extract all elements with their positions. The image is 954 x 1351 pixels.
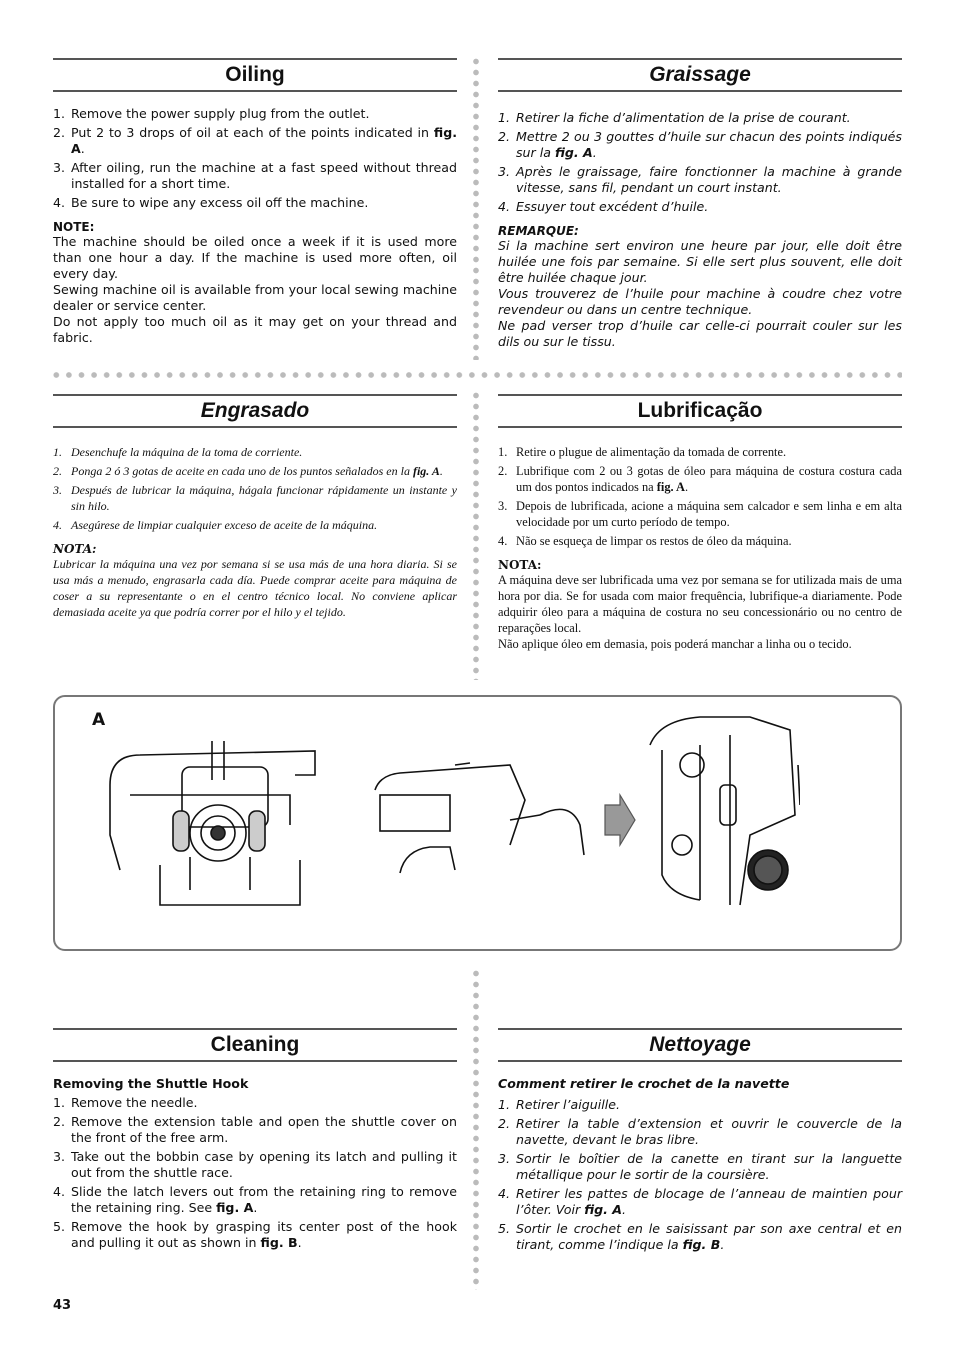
step-body: Retire o plugue de alimentação da tomada de corrente. [516, 445, 787, 459]
oiling-note-heading: NOTE: [53, 220, 95, 234]
step-item [53, 463, 457, 479]
step-body: Be sure to wipe any excess oil off the machine. [71, 195, 369, 210]
step-number: 4. [498, 534, 508, 548]
step-number: 1. [498, 110, 511, 125]
step-body: Después de lubricar la máquina, hágala funcionar rápidamente un instante y sin hilo. [71, 483, 457, 513]
step-text [516, 533, 902, 549]
step-number: 1. [53, 106, 66, 121]
step-item [53, 1184, 457, 1216]
step-item [498, 444, 902, 460]
step-body: Remove the hook by grasping its center post of the hook and pulling it out as shown in [71, 1219, 457, 1250]
nettoyage-section [498, 1028, 902, 1256]
figure-reference: fig. A [584, 1202, 623, 1217]
step-number: 1. [53, 445, 62, 459]
step-number: 4. [498, 199, 511, 214]
step-number: 5. [53, 1219, 66, 1234]
step-text [71, 1149, 457, 1181]
step-body: Retirer la fiche d’alimentation de la prise de courant. [516, 110, 851, 125]
oiling-section [53, 58, 457, 346]
oiling-title: Oiling [225, 63, 285, 86]
step-number: 4. [53, 518, 62, 532]
step-text [71, 1219, 457, 1251]
step-punctuation: . [253, 1200, 258, 1215]
step-body: After oiling, run the machine at a fast speed without thread installed for a short time. [71, 160, 457, 191]
step-number: 3. [498, 164, 511, 179]
figure-a-illustration [100, 705, 800, 915]
lubrificacao-steps [498, 444, 902, 549]
step-text [516, 1221, 902, 1253]
graissage-header [498, 58, 902, 92]
oiling-note-line: The machine should be oiled once a week if it is used more than one hour a day. If the machine is used more often, oil every day. [53, 234, 457, 281]
figure-label: A [92, 710, 106, 730]
step-body: Essuyer tout excédent d’huile. [516, 199, 709, 214]
figure-reference: fig. A [412, 464, 440, 478]
nettoyage-steps [498, 1097, 902, 1253]
step-text [516, 164, 902, 196]
step-punctuation: . [439, 464, 443, 478]
engrasado-steps [53, 444, 457, 533]
step-number: 5. [498, 1221, 511, 1236]
cleaning-title: Cleaning [210, 1033, 300, 1056]
lubrificacao-section [498, 394, 902, 652]
divider-vertical-middle [473, 390, 479, 680]
step-number: 2. [498, 1116, 511, 1131]
step-text [516, 1186, 902, 1218]
step-number: 1. [498, 1097, 511, 1112]
step-body: Mettre 2 ou 3 gouttes d’huile sur chacun des points indiqués sur la [516, 129, 902, 160]
cleaning-header [53, 1028, 457, 1062]
step-number: 2. [53, 125, 66, 140]
arrow-right-icon [605, 795, 635, 845]
step-body: Remove the needle. [71, 1095, 198, 1110]
oiling-arm-drawing [375, 763, 584, 873]
step-number: 2. [53, 464, 62, 478]
shuttle-area-drawing [110, 741, 315, 905]
step-text [71, 517, 457, 533]
step-body: Après le graissage, faire fonctionner la machine à grande vitesse, sans fil, pendant un court instant. [516, 164, 902, 195]
step-body: Remove the extension table and open the shuttle cover on the front of the free arm. [71, 1114, 457, 1145]
step-text [71, 1095, 457, 1111]
figure-reference: fig. A [554, 145, 593, 160]
graissage-section [498, 58, 902, 350]
step-text [516, 199, 902, 215]
graissage-title: Graissage [649, 63, 751, 86]
cleaning-steps [53, 1095, 457, 1251]
step-item [53, 1149, 457, 1181]
step-body: Remove the power supply plug from the outlet. [71, 106, 370, 121]
step-body: Depois de lubrificada, acione a máquina sem calcador e sem linha e em alta velocidade por um curto período de tempo. [516, 499, 902, 529]
step-item [498, 1116, 902, 1148]
step-item [498, 199, 902, 215]
step-item [498, 463, 902, 495]
step-item [498, 1186, 902, 1218]
step-body: Slide the latch levers out from the retaining ring to remove the retaining ring. See [71, 1184, 457, 1215]
nettoyage-header [498, 1028, 902, 1062]
step-item [498, 1151, 902, 1183]
step-body: Não se esqueça de limpar os restos de óleo da máquina. [516, 534, 792, 548]
step-item [53, 125, 457, 157]
figure-reference: fig. B [682, 1237, 721, 1252]
step-text [516, 1116, 902, 1148]
step-number: 3. [498, 1151, 511, 1166]
step-item [498, 1097, 902, 1113]
step-body: Retirer les pattes de blocage de l’anneau de maintien pour l’ôter. Voir [516, 1186, 902, 1217]
step-number: 2. [498, 129, 511, 144]
figure-reference: fig. B [260, 1235, 298, 1250]
step-item [498, 164, 902, 196]
step-text [71, 1184, 457, 1216]
divider-horizontal [50, 372, 902, 378]
step-number: 2. [498, 464, 508, 478]
step-item [498, 1221, 902, 1253]
step-text [71, 106, 457, 122]
graissage-note-line: Ne pad verser trop d’huile car celle-ci pourrait couler sur les dils ou sur le tissu. [498, 318, 902, 349]
step-number: 3. [53, 1149, 66, 1164]
machine-head-drawing [650, 717, 800, 905]
step-punctuation: . [685, 480, 689, 494]
step-text [71, 444, 457, 460]
step-text [516, 110, 902, 126]
step-body: Desenchufe la máquina de la toma de corriente. [71, 445, 303, 459]
step-item [498, 110, 902, 126]
divider-vertical-top [473, 56, 479, 360]
step-punctuation: . [622, 1202, 627, 1217]
lubrificacao-header [498, 394, 902, 428]
step-item [53, 1114, 457, 1146]
cleaning-section [53, 1028, 457, 1254]
step-item [498, 498, 902, 530]
step-item [53, 517, 457, 533]
step-text [71, 195, 457, 211]
cleaning-subheading: Removing the Shuttle Hook [53, 1076, 249, 1091]
oiling-note-line: Do not apply too much oil as it may get on your thread and fabric. [53, 314, 457, 345]
step-item [53, 195, 457, 211]
step-body: Put 2 to 3 drops of oil at each of the points indicated in [71, 125, 434, 140]
nettoyage-subheading: Comment retirer le crochet de la navette [498, 1076, 790, 1091]
step-text [516, 498, 902, 530]
engrasado-title: Engrasado [200, 399, 310, 422]
figure-reference: fig. A [216, 1200, 254, 1215]
step-number: 1. [53, 1095, 66, 1110]
step-item [53, 1095, 457, 1111]
engrasado-section [53, 394, 457, 620]
step-punctuation: . [297, 1235, 302, 1250]
step-number: 4. [53, 1184, 66, 1199]
lubrificacao-note-line: Não aplique óleo em demasia, pois poderá manchar a linha ou o tecido. [498, 637, 852, 651]
step-text [71, 463, 457, 479]
step-body: Lubrifique com 2 ou 3 gotas de óleo para máquina de costura costura cada um dos pontos indicados na [516, 464, 902, 494]
step-item [53, 444, 457, 460]
step-number: 3. [53, 160, 66, 175]
step-item [498, 533, 902, 549]
graissage-steps [498, 110, 902, 215]
oiling-note-line: Sewing machine oil is available from your local sewing machine dealer or service center. [53, 282, 457, 313]
step-text [516, 444, 902, 460]
figure-reference: fig. A [71, 125, 457, 156]
step-body: Take out the bobbin case by opening its latch and pulling it out from the shuttle race. [71, 1149, 457, 1180]
engrasado-note-line: Lubricar la máquina una vez por semana si se usa más de una hora diaria. Si se usa más a menudo, engrasarla cada día. Puede comprar aceite para máquina de coser a su representante o en el centro técnico local. No conviene aplicar demasiada aceite ya que podría correr por el hilo y el tejido. [53, 557, 457, 619]
step-item [53, 1219, 457, 1251]
step-body: Sortir le boîtier de la canette en tirant sur la languette métallique pour le sortir de la coursière. [516, 1151, 902, 1182]
step-text [71, 125, 457, 157]
lubrificacao-note-line: A máquina deve ser lubrificada uma vez por semana se for utilizada mais de uma hora por dia. Se for usada com maior frequência, lubrifique-a diariamente. Pode adquirir óleo para a máquina de costura no seu concessionário ou no centro de reparações local. [498, 573, 902, 635]
oiling-header [53, 58, 457, 92]
step-body: Ponga 2 ó 3 gotas de aceite en cada uno de los puntos señalados en la [71, 464, 413, 478]
graissage-note-line: Si la machine sert environ une heure par jour, elle doit être huilée une fois par semaine. Si elle sert plus souvent, elle doit être huilée chaque jour. [498, 238, 902, 285]
step-text [516, 1151, 902, 1183]
step-punctuation: . [720, 1237, 725, 1252]
nettoyage-title: Nettoyage [649, 1033, 751, 1056]
step-punctuation: . [592, 145, 597, 160]
step-body: Asegúrese de limpiar cualquier exceso de aceite de la máquina. [71, 518, 378, 532]
figure-reference: fig. A [656, 480, 685, 494]
step-number: 3. [53, 483, 62, 497]
step-text [516, 129, 902, 161]
oiling-steps [53, 106, 457, 211]
step-body: Retirer la table d’extension et ouvrir le couvercle de la navette, devant le bras libre. [516, 1116, 902, 1147]
step-item [53, 482, 457, 514]
step-text [71, 482, 457, 514]
divider-vertical-bottom [473, 968, 479, 1290]
step-text [71, 1114, 457, 1146]
graissage-note-heading: REMARQUE: [498, 224, 579, 238]
step-number: 2. [53, 1114, 66, 1129]
step-item [53, 106, 457, 122]
step-text [516, 463, 902, 495]
step-item [53, 160, 457, 192]
step-text [71, 160, 457, 192]
step-number: 4. [498, 1186, 511, 1201]
engrasado-note-heading: NOTA: [53, 542, 97, 556]
step-body: Sortir le crochet en le saisissant par son axe central et en tirant, comme l’indique la [516, 1221, 902, 1252]
page-number: 43 [53, 1298, 72, 1313]
lubrificacao-title: Lubrificação [637, 399, 763, 422]
step-punctuation: . [80, 141, 85, 156]
step-body: Retirer l’aiguille. [516, 1097, 620, 1112]
step-number: 1. [498, 445, 508, 459]
step-text [516, 1097, 902, 1113]
graissage-note-line: Vous trouverez de l’huile pour machine à coudre chez votre revendeur ou dans un centre technique. [498, 286, 902, 317]
step-number: 4. [53, 195, 66, 210]
lubrificacao-note-heading: NOTA: [498, 558, 542, 572]
engrasado-header [53, 394, 457, 428]
step-number: 3. [498, 499, 508, 513]
step-item [498, 129, 902, 161]
